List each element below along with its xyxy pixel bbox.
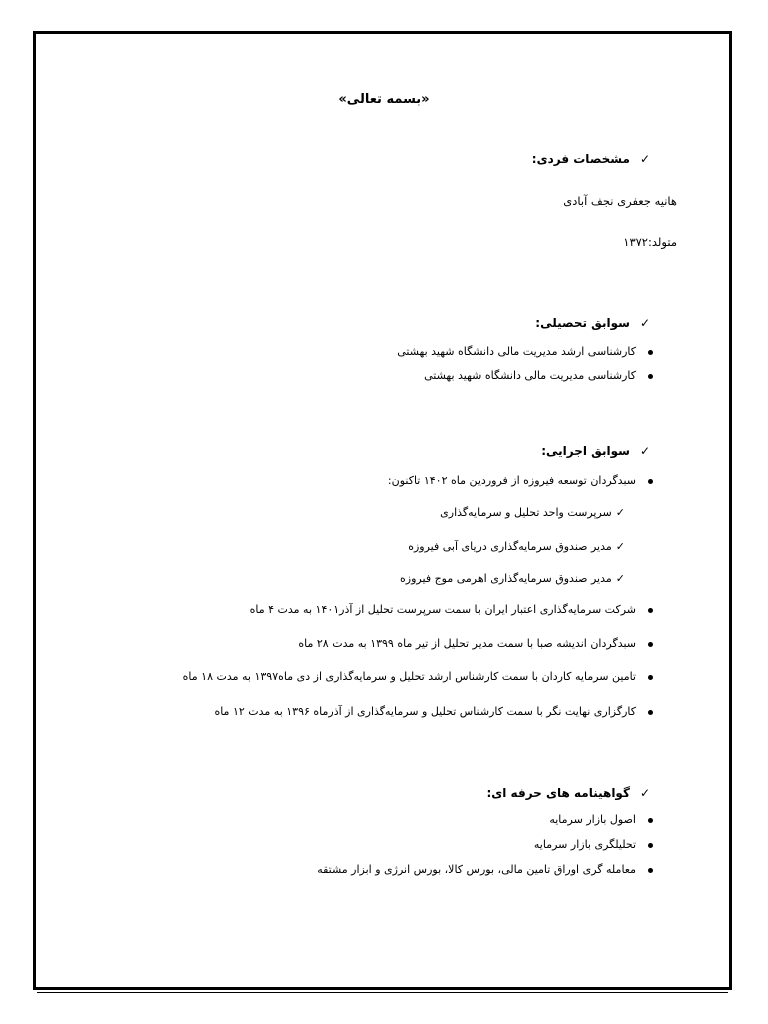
experience-sub-item <box>408 540 625 553</box>
bullet-icon <box>648 818 653 823</box>
bullet-icon <box>648 350 653 355</box>
certificate-item-text: تحلیلگری بازار سرمایه <box>533 838 636 851</box>
certificates-heading-label: گواهینامه های حرفه ای: <box>486 786 630 800</box>
bullet-icon <box>648 710 653 715</box>
experience-sub-item <box>400 572 625 585</box>
personal-heading <box>532 152 650 166</box>
personal-birth: متولد:۱۳۷۲ <box>623 235 677 249</box>
experience-sub-text: سرپرست واحد تحلیل و سرمایه‌گذاری <box>440 506 612 519</box>
education-item-text: کارشناسی ارشد مدیریت مالی دانشگاه شهید بهشتی <box>397 345 636 358</box>
bullet-icon <box>648 675 653 680</box>
experience-item-text: سبدگردان اندیشه صبا با سمت مدیر تحلیل از تیر ماه ۱۳۹۹ به مدت ۲۸ ماه <box>298 637 636 650</box>
education-item <box>397 345 653 358</box>
experience-main-text: سبدگردان توسعه فیروزه از فروردین ماه ۱۴۰۲ تاکنون: <box>387 474 636 487</box>
education-heading-label: سوابق تحصیلی: <box>535 316 630 330</box>
check-icon: ✓ <box>639 152 650 166</box>
check-icon: ✓ <box>615 572 625 585</box>
check-icon: ✓ <box>615 540 625 553</box>
certificate-item-text: معامله گری اوراق تامین مالی، بورس کالا، بورس انرژی و ابزار مشتقه <box>317 863 636 876</box>
experience-sub-item <box>440 506 625 519</box>
experience-item-text: تامین سرمایه کاردان با سمت کارشناس ارشد تحلیل و سرمایه‌گذاری از دی ماه۱۳۹۷ به مدت ۱۸ ماه <box>182 670 636 683</box>
personal-heading-label: مشخصات فردی: <box>531 152 630 166</box>
personal-name: هانیه جعفری نجف آبادی <box>563 194 677 208</box>
check-icon: ✓ <box>639 444 650 458</box>
bullet-icon <box>648 642 653 647</box>
experience-item-text: شرکت سرمایه‌گذاری اعتبار ایران با سمت سرپرست تحلیل از آذر۱۴۰۱ به مدت ۴ ماه <box>249 603 636 616</box>
check-icon: ✓ <box>639 786 650 800</box>
experience-heading <box>541 444 650 458</box>
experience-item <box>214 705 653 718</box>
education-heading <box>535 316 650 330</box>
bullet-icon <box>648 608 653 613</box>
check-icon: ✓ <box>639 316 650 330</box>
certificate-item <box>534 838 653 851</box>
certificate-item <box>549 813 653 826</box>
certificates-heading <box>486 786 650 800</box>
experience-heading-label: سوابق اجرایی: <box>541 444 630 458</box>
bullet-icon <box>648 374 653 379</box>
experience-item <box>250 603 653 616</box>
check-icon: ✓ <box>615 506 625 519</box>
education-item <box>424 369 653 382</box>
bullet-icon <box>648 868 653 873</box>
bullet-icon <box>648 843 653 848</box>
experience-main-item <box>388 474 653 487</box>
experience-item <box>298 637 653 650</box>
page-title: «بسمه تعالی» <box>338 92 430 107</box>
certificate-item <box>317 863 653 876</box>
certificate-item-text: اصول بازار سرمایه <box>549 813 636 826</box>
experience-sub-text: مدیر صندوق سرمایه‌گذاری دریای آبی فیروزه <box>408 540 612 553</box>
experience-sub-text: مدیر صندوق سرمایه‌گذاری اهرمی موج فیروزه <box>400 572 612 585</box>
education-item-text: کارشناسی مدیریت مالی دانشگاه شهید بهشتی <box>424 369 636 382</box>
experience-item <box>183 670 653 683</box>
experience-item-text: کارگزاری نهایت نگر با سمت کارشناس تحلیل و سرمایه‌گذاری از آذرماه ۱۳۹۶ به مدت ۱۲ ماه <box>214 705 636 718</box>
bullet-icon <box>648 479 653 484</box>
